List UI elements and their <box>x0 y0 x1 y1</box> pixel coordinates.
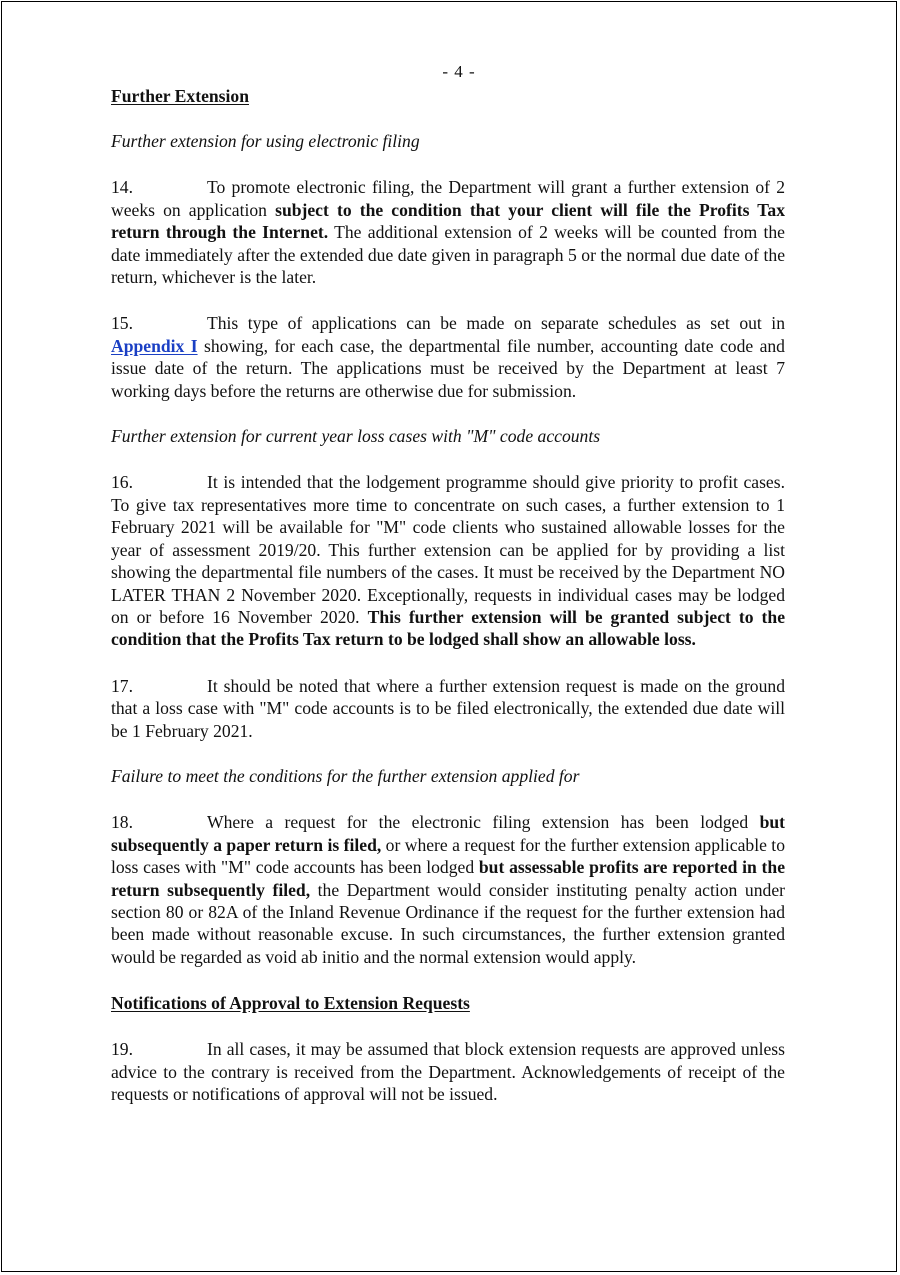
paragraph-text: Where a request for the electronic filing extension has been lodged <box>207 812 760 833</box>
paragraph-17 <box>111 675 785 742</box>
paragraph-text: or where a request for the further extension applicable to loss cases with "M" code accounts has been lodged <box>111 834 785 878</box>
paragraph-text: In all cases, it may be assumed that block extension requests are approved unless advice to the contrary is received from the Department. Acknowledgements of receipt of the requests or notifications of approval will not be issued. <box>111 1039 785 1104</box>
heading-further-extension: Further Extension <box>111 86 249 106</box>
subheading-electronic-filing: Further extension for using electronic filing <box>111 131 420 151</box>
subheading-loss-cases: Further extension for current year loss cases with "M" code accounts <box>111 426 601 447</box>
subheading-failure-conditions: Failure to meet the conditions for the further extension applied for <box>111 765 580 786</box>
paragraph-text: the Department would consider instituting penalty action under section 80 or 82A of the Inland Revenue Ordinance if the request for the further extension had been made without reasonable excuse. In such circumstances, the further extension granted would be regarded as void ab initio and the normal extension would apply. <box>111 879 785 967</box>
paragraph-number: 18. <box>111 812 133 833</box>
paragraph-text: To promote electronic filing, the Department will grant a further extension of 2 weeks on application <box>111 177 785 220</box>
paragraph-text: The additional extension of 2 weeks will be counted from the date immediately after the extended due date given in paragraph 5 or the normal due date of the return, whichever is the later. <box>111 222 785 288</box>
paragraph-text: It is intended that the lodgement programme should give priority to profit cases. To give tax representatives more time to concentrate on such cases, a further extension to 1 February 2021 will be available for "M" code clients who sustained allowable losses for the year of assessment 2019/20. This further extension can be applied for by providing a list showing the departmental file numbers of the cases. It must be received by the Department NO LATER THAN 2 November 2020. Exceptionally, requests in individual cases may be lodged on or before 16 November 2020. <box>111 472 785 627</box>
paragraph-text: showing, for each case, the departmental file number, accounting date code and issue date of the return. The applications must be received by the Department at least 7 working days before the returns are otherwise due for submission. <box>111 335 785 401</box>
paragraph-number: 19. <box>111 1039 133 1060</box>
paragraph-number: 17. <box>111 675 133 696</box>
paragraph-19 <box>111 1038 785 1105</box>
paragraph-text: This type of applications can be made on separate schedules as set out in <box>207 313 785 334</box>
paragraph-number: 14. <box>111 177 133 198</box>
document-page <box>1 1 897 1272</box>
paragraph-16 <box>111 471 785 650</box>
paragraph-bold-text: This further extension will be granted subject to the condition that the Profits Tax return to be lodged shall show an allowable loss. <box>111 606 785 650</box>
paragraph-bold-text: but subsequently a paper return is filed, <box>111 812 785 855</box>
paragraph-14 <box>111 176 785 288</box>
paragraph-18 <box>111 811 785 968</box>
appendix-i-link[interactable]: Appendix I <box>111 335 198 356</box>
paragraph-text: It should be noted that where a further extension request is made on the ground that a loss case with "M" code accounts is to be filed electronically, the extended due date will be 1 February 2021. <box>111 675 785 741</box>
page-content <box>111 60 785 1105</box>
paragraph-bold-text: but assessable profits are reported in the return subsequently filed, <box>111 857 786 900</box>
page-number: - 4 - <box>442 62 476 81</box>
heading-notifications: Notifications of Approval to Extension Requests <box>111 993 470 1014</box>
paragraph-15 <box>111 312 785 402</box>
paragraph-bold-text: subject to the condition that your client will file the Profits Tax return through the Internet. <box>111 199 785 243</box>
paragraph-number: 16. <box>111 472 133 493</box>
paragraph-number: 15. <box>111 313 133 334</box>
